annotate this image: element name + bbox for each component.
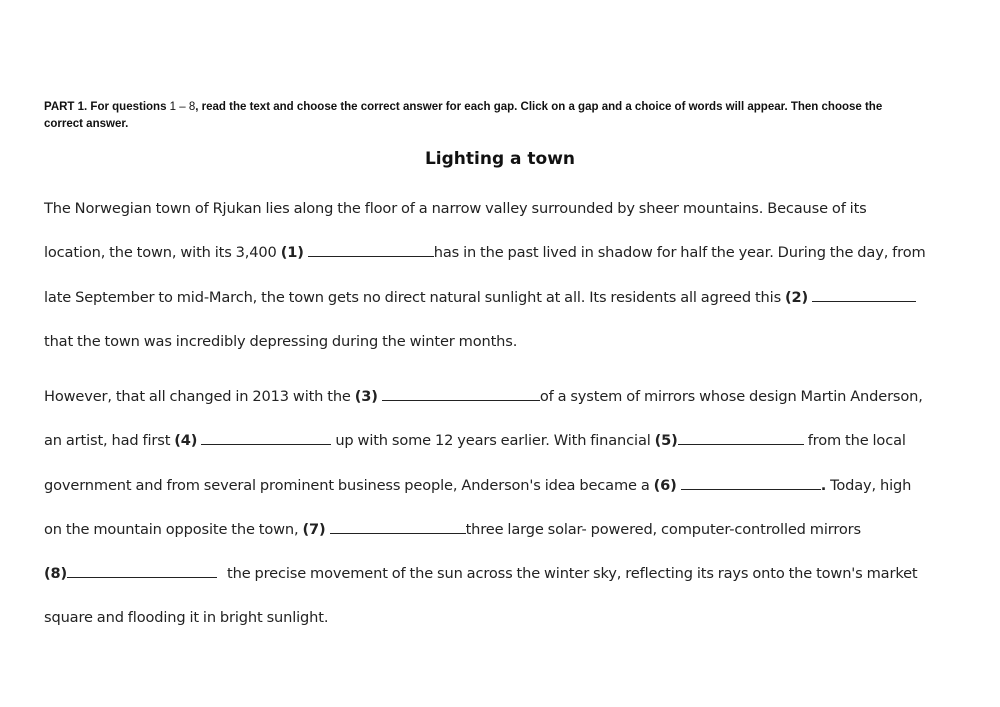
gap-blank[interactable]	[308, 242, 434, 257]
gap-blank[interactable]	[67, 563, 217, 578]
instructions-text-end: correct answer.	[44, 118, 129, 130]
text-line	[44, 419, 964, 463]
gap-number: (2)	[785, 288, 809, 306]
gap-blank[interactable]	[812, 287, 916, 302]
text-line	[44, 231, 964, 275]
paragraph-2	[44, 375, 964, 641]
gap-blank[interactable]	[201, 430, 331, 445]
text-line	[44, 596, 964, 640]
instructions	[44, 99, 960, 133]
gap-blank[interactable]	[681, 475, 821, 490]
text-line	[44, 276, 964, 320]
text-segment: up with some 12 years earlier. With financial	[335, 432, 651, 450]
text-line	[44, 552, 964, 596]
text-segment: .	[820, 476, 827, 494]
text-line	[44, 464, 964, 508]
page-title: Lighting a town	[424, 149, 576, 169]
gap-number: (1)	[280, 244, 304, 262]
text-segment: Today, high	[826, 476, 912, 494]
text-segment: square and flooding it in bright sunlight.	[44, 609, 329, 627]
text-segment: has in the past lived in shadow for half the year. During the day, from	[433, 244, 926, 262]
gap-number: (4)	[174, 432, 198, 450]
text-line	[44, 320, 964, 364]
text-segment: The Norwegian town of Rjukan lies along the floor of a narrow valley surrounded by sheer mountains. Because of its	[44, 200, 867, 217]
text-segment: from the local	[807, 432, 906, 450]
gap-number: (5)	[654, 432, 678, 450]
text-line	[44, 187, 964, 231]
text-segment: that the town was incredibly depressing during the winter months.	[44, 332, 518, 350]
text-segment: the precise movement of the sun across the winter sky, reflecting its rays onto the town's market	[227, 565, 918, 583]
gap-5[interactable]	[655, 432, 804, 449]
text-segment: of a system of mirrors whose design Martin Anderson,	[539, 388, 923, 405]
text-line	[44, 375, 964, 419]
text-segment: three large solar- powered, computer-controlled mirrors	[465, 520, 861, 538]
gap-8[interactable]	[44, 565, 217, 582]
gap-number: (8)	[44, 565, 68, 583]
gap-number: (7)	[302, 520, 326, 538]
text-segment: government and from several prominent business people, Anderson's idea became a	[44, 476, 650, 494]
text-segment: an artist, had first	[44, 432, 171, 450]
gap-blank[interactable]	[382, 386, 540, 401]
paragraph-1	[44, 187, 964, 364]
gap-7[interactable]	[303, 521, 466, 538]
instructions-range: 1 – 8	[169, 101, 196, 113]
gap-2[interactable]	[785, 289, 916, 306]
gap-number: (3)	[354, 388, 378, 405]
gap-4[interactable]	[174, 432, 331, 449]
instructions-text: , read the text and choose the correct answer for each gap. Click on a gap and a choice of words will appear. Then choose the	[195, 101, 883, 113]
text-segment: location, the town, with its 3,400	[44, 244, 277, 262]
gap-3[interactable]	[355, 388, 540, 405]
gap-6[interactable]	[654, 477, 821, 494]
gap-blank[interactable]	[678, 430, 804, 445]
text-segment: However, that all changed in 2013 with the	[44, 388, 351, 405]
gap-blank[interactable]	[330, 519, 466, 534]
text-line	[44, 508, 964, 552]
instructions-part: PART 1. For questions	[44, 101, 167, 113]
text-segment: late September to mid-March, the town gets no direct natural sunlight at all. Its residents all agreed this	[44, 288, 782, 306]
gap-number: (6)	[653, 476, 677, 494]
gap-1[interactable]	[281, 244, 434, 261]
text-segment: on the mountain opposite the town,	[44, 520, 299, 538]
